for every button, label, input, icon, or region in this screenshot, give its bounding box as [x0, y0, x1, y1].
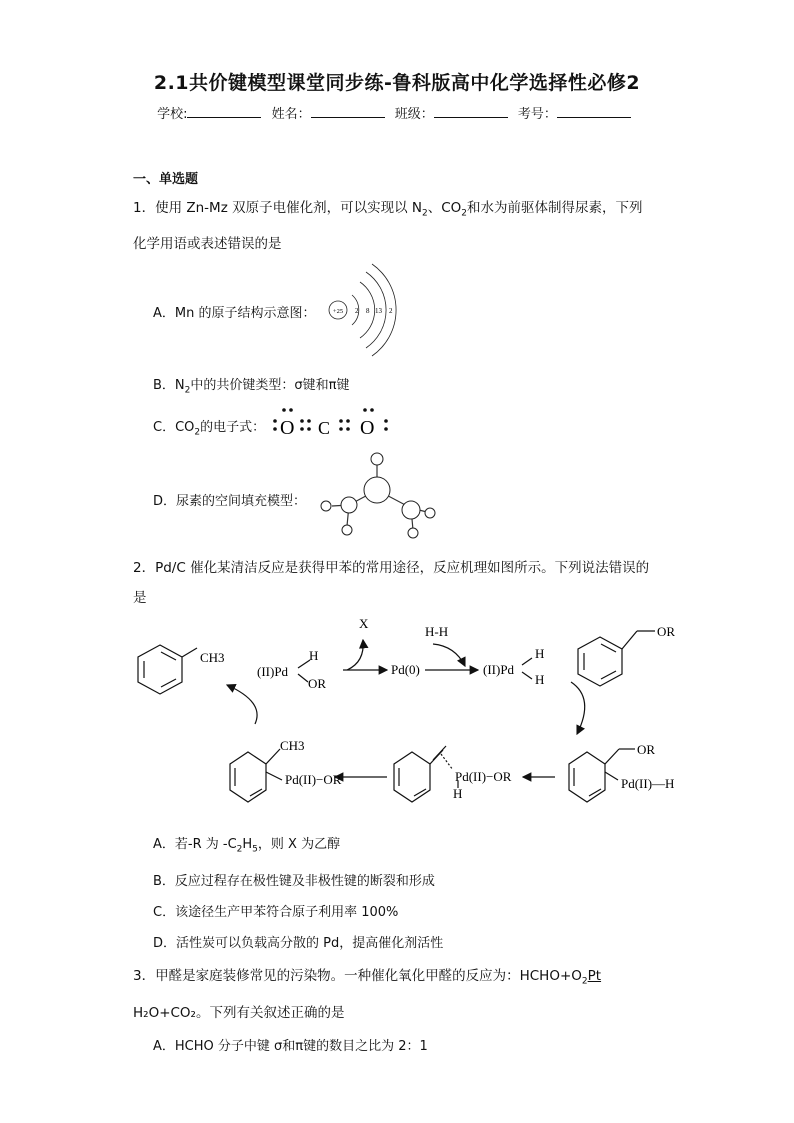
toluene-ch3-label: CH3 — [200, 650, 225, 665]
toluene-ring — [138, 645, 182, 694]
pd-dihydride-label: (II)Pd — [483, 662, 515, 677]
q1-option-b: B．$N_2$中的共价键类型：σ键和π键 — [153, 378, 350, 396]
pd-complex-or-label: OR — [308, 676, 327, 691]
q3-catalyst-label: Pt — [587, 968, 602, 984]
exam-no-label: 考号： — [517, 107, 557, 122]
mn-shell-count-4: 2 — [389, 307, 393, 315]
q1-option-c: C．$CO_2$的电子式： — [153, 420, 266, 438]
q1-stem-part-c: 和水为前驱体制得尿素，下列 — [467, 200, 643, 216]
q2-option-a-part-a: A．若-R 为 -C — [153, 837, 237, 852]
section-heading: 一、单选题 — [133, 172, 199, 187]
mn-shell-count-2: 8 — [366, 307, 370, 315]
name-label: 姓名： — [271, 107, 311, 122]
school-blank — [187, 105, 261, 118]
byproduct-x-label: X — [359, 616, 369, 631]
middle-h-label: H — [453, 786, 463, 801]
co2-carbon: C — [318, 418, 331, 438]
right-or-label: OR — [637, 742, 656, 757]
class-label: 班级： — [394, 107, 434, 122]
class-blank — [434, 105, 508, 118]
q3-stem-line1 — [133, 966, 601, 992]
q3-stem-text: 3．甲醛是家庭装修常见的污染物。一种催化氧化甲醛的反应为：HCHO+O — [133, 968, 582, 984]
co2-electron-formula — [268, 404, 398, 440]
q2-stem-line1: 2．Pd/C 催化某清洁反应是获得甲苯的常用途径，反应机理如图所示。下列说法错误的 — [133, 560, 650, 576]
q3-option-a: A．HCHO 分子中键 σ和π键的数目之比为 2：1 — [153, 1039, 428, 1054]
urea-carbon-atom — [364, 477, 390, 503]
pd-complex-label: (II)Pd — [257, 664, 289, 679]
q2-option-a-mid: H — [242, 837, 253, 852]
q1-option-d: D．尿素的空间填充模型： — [153, 494, 307, 509]
urea-space-filling-model — [315, 448, 440, 543]
urea-oxygen-atom — [371, 453, 383, 465]
q2-option-b: B．反应过程存在极性键及非极性键的断裂和形成 — [153, 874, 435, 889]
mn-shell-count-3: 13 — [375, 307, 382, 315]
student-info-line — [0, 103, 794, 122]
urea-hydrogen-atom-1 — [321, 501, 331, 511]
exam-no-blank — [557, 105, 631, 118]
co2-oxygen-left: O — [280, 417, 295, 439]
q2-option-c: C．该途径生产甲苯符合原子利用率 100% — [153, 905, 399, 920]
q1-stem-line1: 1．使用 Zn-Mz 双原子电催化剂，可以实现以 $N_2$、$CO_2$和水为前驱体制得尿素，下列 — [133, 200, 643, 219]
mn-nucleus-label: +25 — [332, 308, 344, 315]
left-ch3-label: CH3 — [280, 738, 305, 753]
name-blank — [311, 105, 385, 118]
school-label: 学校: — [157, 107, 188, 122]
q1-option-b-part-b: 中的共价键类型：σ键和π键 — [190, 378, 350, 393]
urea-hydrogen-atom-4 — [425, 508, 435, 518]
hydrogen-molecule-label: H-H — [425, 624, 449, 639]
urea-nitrogen-atom-right — [402, 501, 420, 519]
q1-stem-line2: 化学用语或表述错误的是 — [133, 236, 282, 252]
q1-option-a: A．Mn 的原子结构示意图： — [153, 306, 316, 321]
left-pd-or-label: Pd(II)−OR — [285, 772, 342, 787]
urea-hydrogen-atom-3 — [408, 528, 418, 538]
reaction-mechanism-diagram — [125, 612, 700, 812]
pd-complex-h-label: H — [309, 648, 319, 663]
q3-stem-sub: 2 — [581, 976, 588, 987]
urea-nitrogen-atom-left — [341, 497, 357, 513]
q2-option-a-sub1: 2 — [236, 844, 243, 855]
pd0-label: Pd(0) — [391, 662, 420, 677]
mn-atom-structure-diagram — [322, 262, 412, 357]
q2-option-d: D．活性炭可以负载高分散的 Pd，提高催化剂活性 — [153, 936, 444, 951]
q3-stem-line2: H₂O+CO₂。下列有关叙述正确的是 — [133, 1005, 345, 1021]
right-pd-h-label: Pd(II)—H — [621, 776, 675, 791]
q1-option-c-part-b: 的电子式： — [200, 420, 266, 435]
pd-dihydride-h2-label: H — [535, 672, 545, 687]
co2-oxygen-right: O — [360, 417, 375, 439]
q2-stem-line2: 是 — [133, 590, 147, 606]
q1-stem-part-b: 、CO — [427, 200, 462, 216]
q2-option-a-sub2: 5 — [252, 844, 258, 855]
mn-shell-count-1: 2 — [355, 307, 359, 315]
pd-dihydride-h1-label: H — [535, 646, 545, 661]
q1-option-b-part-a: B．N — [153, 378, 185, 393]
q2-option-a-end: ，则 X 为乙醇 — [257, 837, 341, 852]
q1-option-c-part-a: C．CO — [153, 420, 195, 435]
q1-stem-part-a: 1．使用 Zn-Mz 双原子电催化剂，可以实现以 N — [133, 200, 422, 216]
page-title: 2.1共价键模型课堂同步练-鲁科版高中化学选择性必修2 — [153, 72, 641, 94]
q2-option-a — [153, 833, 340, 855]
urea-hydrogen-atom-2 — [342, 525, 352, 535]
middle-pd-or-label: Pd(II)−OR — [455, 769, 512, 784]
benzyl-or-label: OR — [657, 624, 676, 639]
